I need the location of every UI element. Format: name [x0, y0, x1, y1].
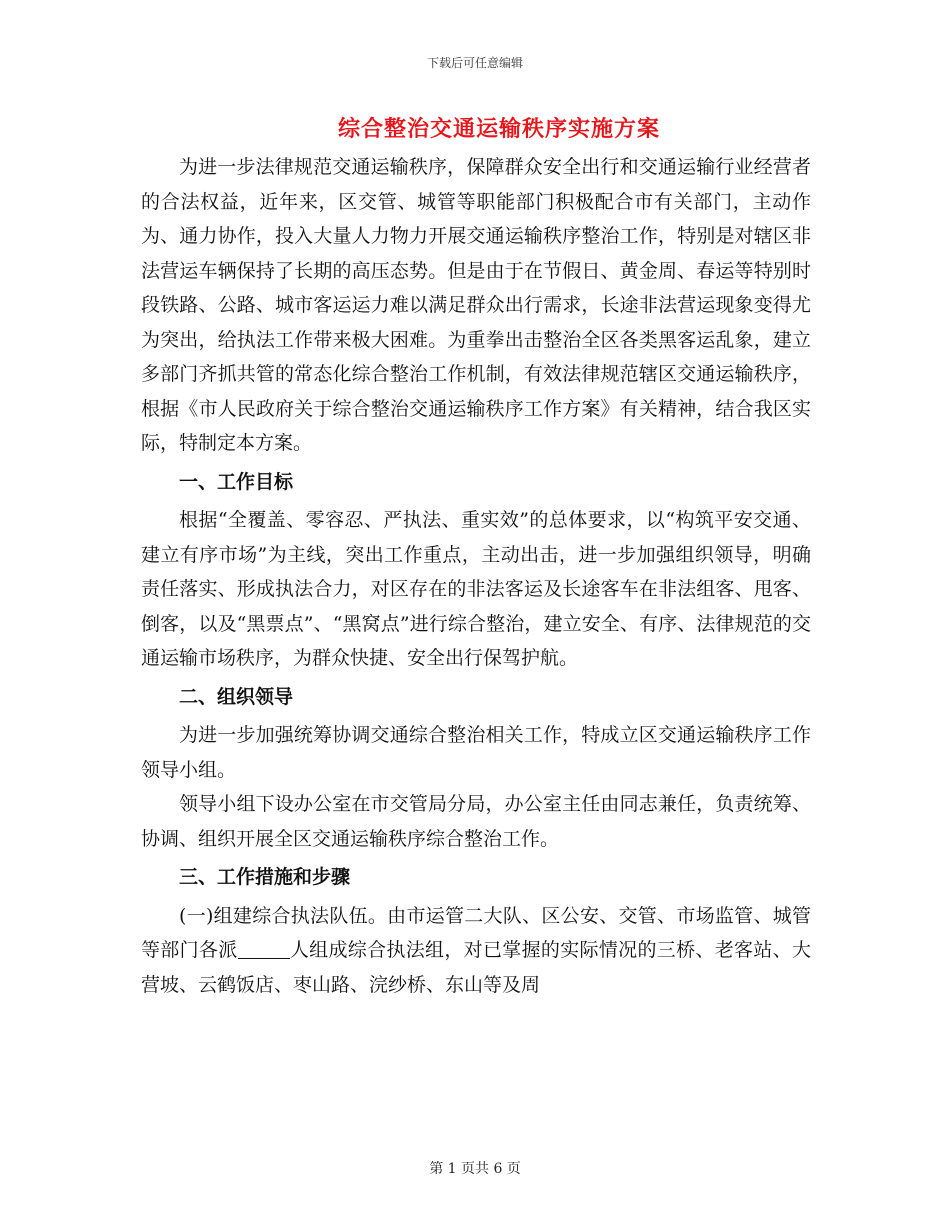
goal-paragraph: 根据“全覆盖、零容忍、严执法、重实效”的总体要求，以“构筑平安交通、建立有序市场”为主线，突出工作重点，主动出击，进一步加强组织领导，明确责任落实、形成执法合力，对区存在的非法客运及长途客车在非法组客、甩客、倒客，以及“黑票点”、“黑窝点”进行综合整治，建立安全、有序、法律规范的交通运输市场秩序，为群众快捷、安全出行保驾护航。 — [141, 509, 811, 669]
section-heading-organization: 二、组织领导 — [179, 685, 294, 708]
document-title: 综合整治交通运输秩序实施方案 — [337, 116, 660, 142]
section-heading-measures: 三、工作措施和步骤 — [179, 866, 351, 888]
intro-paragraph: 为进一步法律规范交通运输秩序，保障群众安全出行和交通运输行业经营者的合法权益，近年来，区交管、城管等职能部门积极配合市有关部门，主动作为、通力协作，投入大量人力物力开展交通运输秩序整治工作，特别是对辖区非法营运车辆保持了长期的高压态势。但是由于在节假日、黄金周、春运等特别时段铁路、公路、城市客运运力难以满足群众出行需求，长途非法营运现象变得尤为突出，给执法工作带来极大困难。为重拳出击整治全区各类黑客运乱象，建立多部门齐抓共管的常态化综合整治工作机制，有效法律规范辖区交通运输秩序，根据《市人民政府关于综合整治交通运输秩序工作方案》有关精神，结合我区实际，特制定本方案。 — [141, 156, 811, 454]
section-heading-goals: 一、工作目标 — [179, 470, 294, 493]
measures-text-after-blank: 人组成综合执法组，对已掌握的实际情况的三桥、老客站、大营坡、云鹤饭店、枣山路、浣纱桥、东山等及周 — [141, 939, 811, 996]
organization-paragraph-1: 为进一步加强统筹协调交通综合整治相关工作，特成立区交通运输秩序工作领导小组。 — [141, 724, 811, 781]
header-note: 下载后可任意编辑 — [426, 56, 523, 70]
document-body — [141, 150, 811, 1002]
organization-paragraph-2: 领导小组下设办公室在市交管局分局，办公室主任由同志兼任，负责统筹、协调、组织开展全区交通运输秩序综合整治工作。 — [141, 793, 811, 850]
measures-text-before-blank: (一)组建综合执法队伍。由市运管二大队、区公安、交管、市场监管、城管等部门各派 — [141, 904, 811, 961]
page-footer: 第 1 页共 6 页 — [429, 1161, 521, 1177]
fill-in-blank — [238, 939, 290, 959]
measures-paragraph-1 — [141, 899, 811, 1003]
